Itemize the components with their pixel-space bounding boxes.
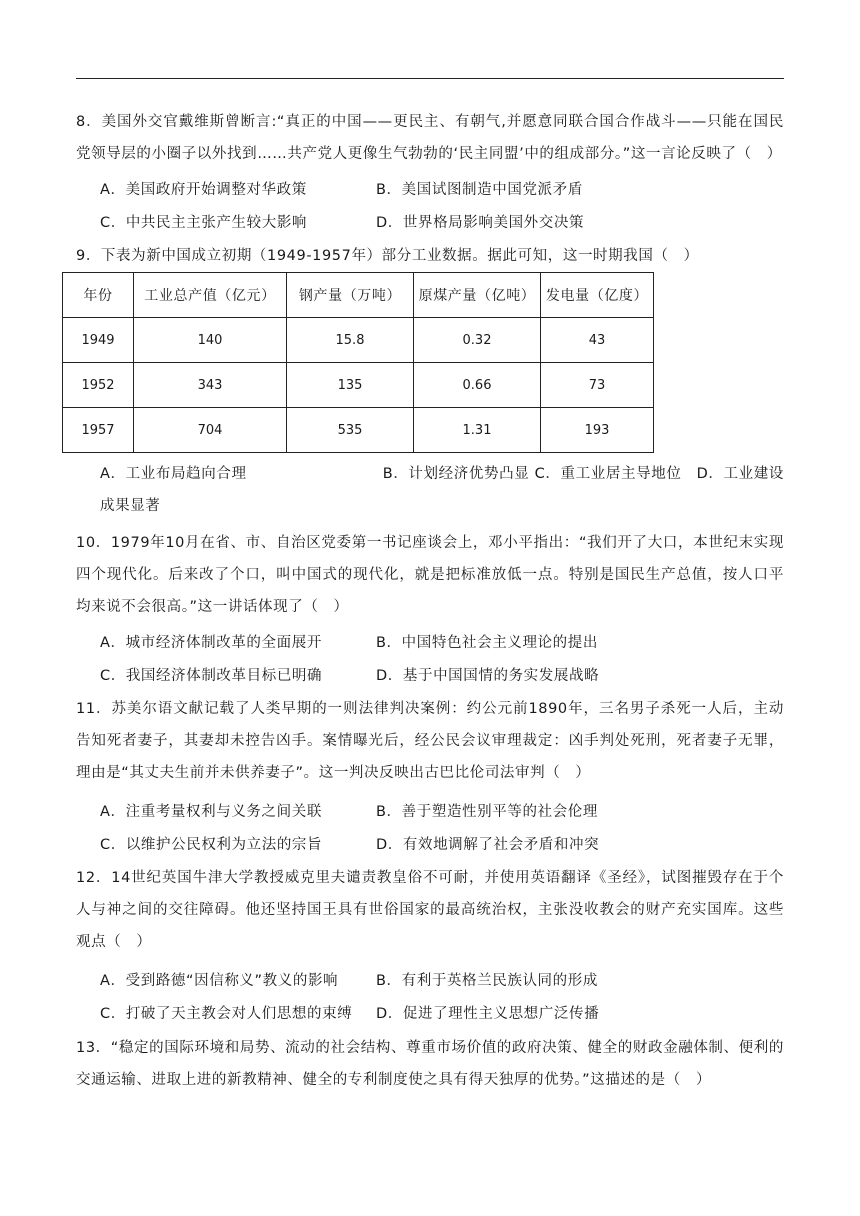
table-cell: 1.31	[414, 408, 541, 453]
question-10-option-a[interactable]: A．城市经济体制改革的全面展开	[100, 635, 322, 651]
table-cell: 15.8	[287, 318, 414, 363]
question-10-option-b[interactable]: B．中国特色社会主义理论的提出	[376, 635, 598, 651]
question-13-stem: 13．“稳定的国际环境和局势、流动的社会结构、尊重市场价值的政府决策、健全的财政金融体制、便利的交通运输、进取上进的新教精神、健全的专利制度使之具有得天独厚的优势。”这描述的是（ ）	[76, 1040, 784, 1088]
question-11-option-a[interactable]: A．注重考量权利与义务之间关联	[100, 804, 322, 820]
table-cell: 43	[541, 318, 654, 363]
question-8-option-c[interactable]: C．中共民主主张产生较大影响	[100, 215, 308, 231]
table-cell: 343	[134, 363, 287, 408]
question-12-option-a[interactable]: A．受到路德“因信称义”教义的影响	[100, 973, 339, 989]
table-header-cell: 钢产量（万吨）	[287, 273, 414, 318]
question-12-option-c[interactable]: C．打破了天主教会对人们思想的束缚	[100, 1006, 353, 1022]
question-12-option-d[interactable]: D．促进了理性主义思想广泛传播	[376, 1006, 600, 1022]
question-10-stem: 10．1979年10月在省、市、自治区党委第一书记座谈会上，邓小平指出：“我们开了大口，本世纪末实现四个现代化。后来改了个口，叫中国式的现代化，就是把标准放低一点。特别是国民生产总值，按人口平均来说不会很高。”这一讲话体现了（ ）	[76, 535, 784, 615]
table-row	[63, 408, 654, 453]
table-header-cell: 年份	[63, 273, 134, 318]
question-10-option-c[interactable]: C．我国经济体制改革目标已明确	[100, 668, 323, 684]
table-row	[63, 318, 654, 363]
question-8-option-b[interactable]: B．美国试图制造中国党派矛盾	[376, 182, 583, 198]
table-header-cell: 工业总产值（亿元）	[134, 273, 287, 318]
question-11-option-c[interactable]: C．以维护公民权利为立法的宗旨	[100, 837, 323, 853]
table-cell: 140	[134, 318, 287, 363]
question-9-stem: 9．下表为新中国成立初期（1949-1957年）部分工业数据。据此可知，这一时期我国（ ）	[76, 248, 699, 264]
question-9-options[interactable]: A．工业布局趋向合理 B．计划经济优势凸显 C．重工业居主导地位 D．工业建设成果显著	[100, 466, 784, 514]
table-cell: 135	[287, 363, 414, 408]
table-header-cell: 发电量（亿度）	[541, 273, 654, 318]
table-row	[63, 363, 654, 408]
header-rule	[76, 78, 784, 79]
question-8-stem: 8．美国外交官戴维斯曾断言:“真正的中国——更民主、有朝气,并愿意同联合国合作战斗——只能在国民党领导层的小圈子以外找到……共产党人更像生气勃勃的‘民主同盟’中的组成部分。”这一言论反映了（ ）	[76, 114, 784, 162]
table-cell: 1949	[63, 318, 134, 363]
question-8-option-a[interactable]: A．美国政府开始调整对华政策	[100, 182, 307, 198]
question-10-option-d[interactable]: D．基于中国国情的务实发展战略	[376, 668, 600, 684]
table-header-row	[63, 273, 654, 318]
table-cell: 0.32	[414, 318, 541, 363]
table-cell: 193	[541, 408, 654, 453]
question-12-option-b[interactable]: B．有利于英格兰民族认同的形成	[376, 973, 598, 989]
table-cell: 704	[134, 408, 287, 453]
table-header-cell: 原煤产量（亿吨）	[414, 273, 541, 318]
table-cell: 1957	[63, 408, 134, 453]
question-12-stem: 12．14世纪英国牛津大学教授威克里夫谴责教皇俗不可耐，并使用英语翻译《圣经》，试图摧毁存在于个人与神之间的交往障碍。他还坚持国王具有世俗国家的最高统治权，主张没收教会的财产充实国库。这些观点（ ）	[76, 870, 784, 950]
table-cell: 73	[541, 363, 654, 408]
question-11-option-d[interactable]: D．有效地调解了社会矛盾和冲突	[376, 837, 600, 853]
industrial-data-table	[62, 272, 654, 453]
question-11-option-b[interactable]: B．善于塑造性别平等的社会伦理	[376, 804, 598, 820]
table-cell: 535	[287, 408, 414, 453]
table-cell: 1952	[63, 363, 134, 408]
question-11-stem: 11．苏美尔语文献记载了人类早期的一则法律判决案例：约公元前1890年，三名男子杀死一人后，主动告知死者妻子，其妻却未控告凶手。案情曝光后，经公民会议审理裁定：凶手判处死刑，死者妻子无罪，理由是“其丈夫生前并未供养妻子”。这一判决反映出古巴比伦司法审判（ ）	[76, 701, 784, 781]
table-cell: 0.66	[414, 363, 541, 408]
question-8-option-d[interactable]: D．世界格局影响美国外交决策	[376, 215, 585, 231]
